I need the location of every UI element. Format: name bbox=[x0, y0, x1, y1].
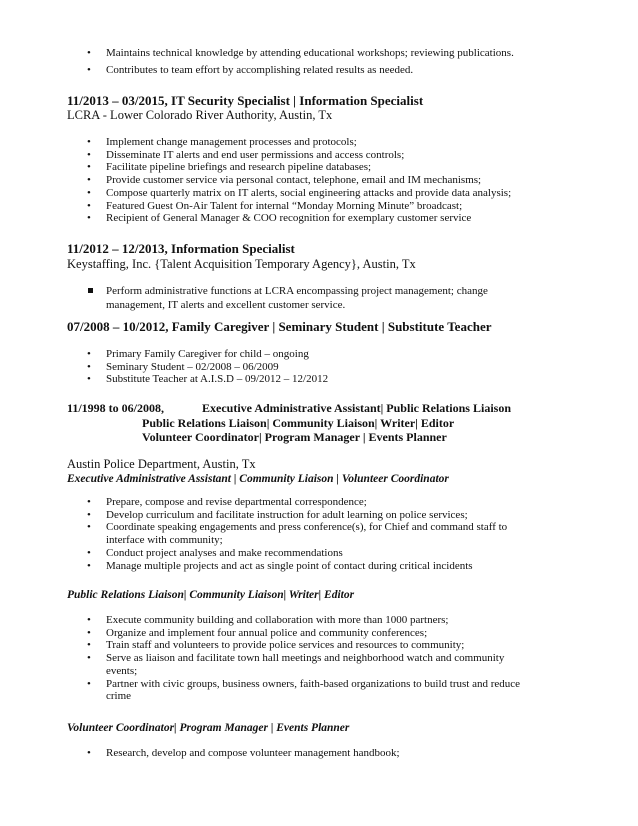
job4-subheading-1: Executive Administrative Assistant | Community Liaison | Volunteer Coordinator bbox=[67, 473, 449, 485]
job1-bullet-list bbox=[0, 136, 638, 225]
job4-subheading-2: Public Relations Liaison| Community Liaison| Writer| Editor bbox=[67, 589, 355, 601]
job4-org: Austin Police Department, Austin, Tx bbox=[67, 457, 256, 471]
bullet-dot-icon: • bbox=[87, 521, 91, 534]
job3-header: 07/2008 – 10/2012, Family Caregiver | Seminary Student | Substitute Teacher bbox=[67, 319, 492, 334]
bullet-dot-icon: • bbox=[87, 174, 91, 187]
bullet-dot-icon: • bbox=[87, 508, 91, 521]
bullet-dot-icon: • bbox=[87, 63, 91, 76]
list-item: • Manage multiple projects and act as single point of contact during critical incidents bbox=[87, 559, 473, 572]
bullet-dot-icon: • bbox=[87, 47, 91, 59]
list-item: • Contributes to team effort by accomplishing related results as needed. bbox=[87, 63, 414, 76]
bullet-dot-icon: • bbox=[87, 199, 91, 212]
job4-header bbox=[67, 401, 511, 416]
list-item: • Compose quarterly matrix on IT alerts, social engineering attacks and provide data analysis; bbox=[87, 186, 512, 199]
job4-sub3-bullet-list bbox=[0, 747, 638, 760]
square-bullet-icon bbox=[88, 288, 93, 293]
list-item: • Provide customer service via personal contact, telephone, email and IM mechanisms; bbox=[87, 174, 482, 187]
bullet-dot-icon: • bbox=[87, 373, 91, 386]
bullet-dot-icon: • bbox=[87, 639, 91, 652]
list-item: • Conduct project analyses and make recommendations bbox=[87, 546, 343, 559]
bullet-dot-icon: • bbox=[87, 161, 91, 174]
job4-subheading-3: Volunteer Coordinator| Program Manager | Events Planner bbox=[67, 722, 350, 734]
bullet-dot-icon: • bbox=[87, 186, 91, 199]
list-item: • Research, develop and compose volunteer management handbook; bbox=[87, 747, 400, 759]
job3-bullet-list bbox=[0, 348, 638, 386]
bullet-dot-icon: • bbox=[87, 626, 91, 639]
list-item: • Facilitate pipeline briefings and research pipeline databases; bbox=[87, 161, 372, 174]
list-item: • Recipient of General Manager & COO recognition for exemplary customer service bbox=[87, 212, 472, 225]
list-item: • Coordinate speaking engagements and press conference(s), for Chief and command staff to interface with community; bbox=[87, 521, 508, 547]
list-item: • Organize and implement four annual police and community conferences; bbox=[87, 626, 428, 639]
bullet-dot-icon: • bbox=[87, 677, 91, 690]
list-item: • Prepare, compose and revise departmental correspondence; bbox=[87, 496, 367, 508]
job4-sub2-bullet-list bbox=[0, 614, 638, 703]
job2-bullet-list bbox=[0, 284, 638, 312]
list-item: • Execute community building and collaboration with more than 1000 partners; bbox=[87, 614, 449, 626]
list-item: • Disseminate IT alerts and end user permissions and access controls; bbox=[87, 148, 405, 161]
bullet-dot-icon: • bbox=[87, 652, 91, 665]
list-item: • Implement change management processes and protocols; bbox=[87, 136, 357, 148]
job2-header: 11/2012 – 12/2013, Information Specialist bbox=[67, 241, 295, 256]
list-item: • Substitute Teacher at A.I.S.D – 09/2012 – 12/2012 bbox=[87, 373, 329, 386]
job1-org: LCRA - Lower Colorado River Authority, Austin, Tx bbox=[67, 108, 333, 122]
list-item: • Seminary Student – 02/2008 – 06/2009 bbox=[87, 360, 279, 373]
intro-bullet-list bbox=[0, 47, 638, 76]
job4-dates: 11/1998 to 06/2008, bbox=[67, 401, 165, 415]
bullet-dot-icon: • bbox=[87, 212, 91, 225]
bullet-dot-icon: • bbox=[87, 559, 91, 572]
job2-org: Keystaffing, Inc. {Talent Acquisition Temporary Agency}, Austin, Tx bbox=[67, 257, 416, 271]
bullet-dot-icon: • bbox=[87, 348, 91, 360]
job4-title-line3: Volunteer Coordinator| Program Manager | Events Planner bbox=[142, 430, 447, 444]
bullet-dot-icon: • bbox=[87, 496, 91, 508]
bullet-dot-icon: • bbox=[87, 148, 91, 161]
list-item: • Partner with civic groups, business owners, faith-based organizations to build trust and reduce crime bbox=[87, 677, 521, 703]
list-item: • Train staff and volunteers to provide police services and resources to community; bbox=[87, 639, 465, 652]
list-item: • Primary Family Caregiver for child – ongoing bbox=[87, 348, 309, 360]
bullet-dot-icon: • bbox=[87, 546, 91, 559]
list-item: Perform administrative functions at LCRA encompassing project management; change management, IT alerts and excellent customer service. bbox=[0, 284, 638, 312]
list-item: • Serve as liaison and facilitate town hall meetings and neighborhood watch and community events; bbox=[87, 652, 505, 677]
job1-header: 11/2013 – 03/2015, IT Security Specialist | Information Specialist bbox=[67, 93, 424, 108]
job4-sub1-bullet-list bbox=[0, 496, 638, 572]
list-item: • Featured Guest On-Air Talent for internal “Monday Morning Minute” broadcast; bbox=[87, 199, 463, 212]
job4-title-line2: Public Relations Liaison| Community Liaison| Writer| Editor bbox=[142, 416, 455, 430]
list-item: • Develop curriculum and facilitate instruction for adult learning on police services; bbox=[87, 508, 468, 521]
bullet-dot-icon: • bbox=[87, 136, 91, 148]
bullet-dot-icon: • bbox=[87, 360, 91, 373]
bullet-dot-icon: • bbox=[87, 747, 91, 759]
job4-title-line1: Executive Administrative Assistant| Public Relations Liaison bbox=[202, 401, 511, 415]
list-item: • Maintains technical knowledge by attending educational workshops; reviewing publications. bbox=[87, 47, 514, 59]
bullet-dot-icon: • bbox=[87, 614, 91, 626]
